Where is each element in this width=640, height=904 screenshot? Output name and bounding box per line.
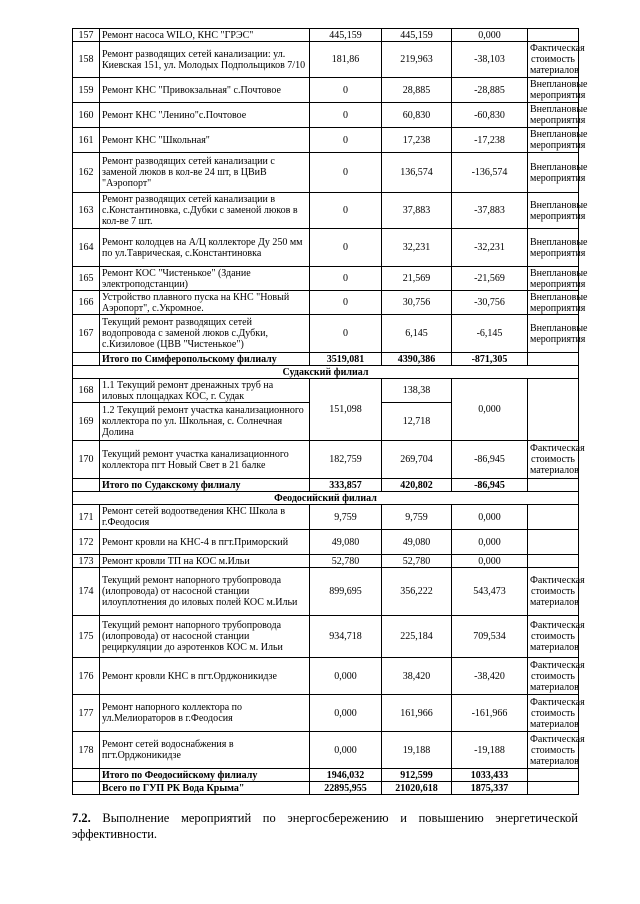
table-row bbox=[73, 555, 579, 568]
row-number: 172 bbox=[73, 530, 100, 555]
table-row bbox=[73, 530, 579, 555]
total-row bbox=[73, 353, 579, 366]
row-number: 165 bbox=[73, 267, 100, 291]
actual-total: 4390,386 bbox=[382, 353, 452, 366]
actual-cost: 28,885 bbox=[382, 78, 452, 103]
total-row bbox=[73, 782, 579, 795]
deviation: -38,103 bbox=[452, 42, 528, 78]
planned-cost: 49,080 bbox=[310, 530, 382, 555]
deviation-total: 1033,433 bbox=[452, 769, 528, 782]
planned-cost: 0,000 bbox=[310, 732, 382, 769]
note: Внеплановые мероприятия bbox=[528, 267, 579, 291]
row-number: 175 bbox=[73, 616, 100, 658]
total-row bbox=[73, 479, 579, 492]
row-number: 177 bbox=[73, 695, 100, 732]
planned-cost: 0 bbox=[310, 315, 382, 353]
actual-cost: 161,966 bbox=[382, 695, 452, 732]
work-description: Ремонт кровли ТП на КОС м.Ильи bbox=[100, 555, 310, 568]
note bbox=[528, 29, 579, 42]
planned-total: 22895,955 bbox=[310, 782, 382, 795]
actual-cost: 225,184 bbox=[382, 616, 452, 658]
total-label: Всего по ГУП РК Вода Крыма" bbox=[100, 782, 310, 795]
note bbox=[528, 505, 579, 530]
row-number: 168 bbox=[73, 379, 100, 403]
work-description: Ремонт колодцев на А/Ц коллекторе Ду 250 мм по ул.Таврическая, с.Константиновка bbox=[100, 229, 310, 267]
row-number: 157 bbox=[73, 29, 100, 42]
deviation: -6,145 bbox=[452, 315, 528, 353]
actual-total: 420,802 bbox=[382, 479, 452, 492]
note bbox=[528, 782, 579, 795]
deviation: -28,885 bbox=[452, 78, 528, 103]
total-row bbox=[73, 769, 579, 782]
row-number: 161 bbox=[73, 128, 100, 153]
table-row bbox=[73, 128, 579, 153]
work-description: Текущий ремонт напорного трубопровода (илопровода) от насосной станции илоуплотнения до иловых полей КОС м.Ильи bbox=[100, 568, 310, 616]
deviation: 0,000 bbox=[452, 379, 528, 441]
actual-cost: 445,159 bbox=[382, 29, 452, 42]
planned-cost: 181,86 bbox=[310, 42, 382, 78]
planned-cost: 0 bbox=[310, 153, 382, 193]
deviation-total: -871,305 bbox=[452, 353, 528, 366]
note: Фактическая стоимость материалов bbox=[528, 695, 579, 732]
table-row bbox=[73, 658, 579, 695]
actual-cost: 30,756 bbox=[382, 291, 452, 315]
work-description: Ремонт КНС "Привокзальная" с.Почтовое bbox=[100, 78, 310, 103]
row-number: 162 bbox=[73, 153, 100, 193]
actual-cost: 269,704 bbox=[382, 441, 452, 479]
planned-cost: 445,159 bbox=[310, 29, 382, 42]
actual-cost: 9,759 bbox=[382, 505, 452, 530]
deviation: -136,574 bbox=[452, 153, 528, 193]
work-description: Ремонт КНС "Школьная" bbox=[100, 128, 310, 153]
note bbox=[528, 379, 579, 441]
table-row bbox=[73, 42, 579, 78]
work-description: Ремонт насоса WILO, КНС "ГРЭС" bbox=[100, 29, 310, 42]
total-label: Итого по Симферопольскому филиалу bbox=[100, 353, 310, 366]
actual-cost: 38,420 bbox=[382, 658, 452, 695]
table-row bbox=[73, 695, 579, 732]
work-description: Ремонт кровли на КНС-4 в пгт.Приморский bbox=[100, 530, 310, 555]
row-number: 169 bbox=[73, 403, 100, 441]
note: Фактическая стоимость материалов bbox=[528, 658, 579, 695]
table-row bbox=[73, 267, 579, 291]
note: Внеплановые мероприятия bbox=[528, 315, 579, 353]
planned-cost: 0 bbox=[310, 229, 382, 267]
note: Фактическая стоимость материалов bbox=[528, 732, 579, 769]
table-row bbox=[73, 193, 579, 229]
work-description: Ремонт разводящих сетей канализации в с.Константиновка, с.Дубки с заменой люков в кол-ве 7 шт. bbox=[100, 193, 310, 229]
deviation: -21,569 bbox=[452, 267, 528, 291]
planned-cost: 0 bbox=[310, 193, 382, 229]
actual-cost: 136,574 bbox=[382, 153, 452, 193]
deviation: -30,756 bbox=[452, 291, 528, 315]
work-description: Ремонт разводящих сетей канализации: ул. Киевская 151, ул. Молодых Подпольщиков 7/10 bbox=[100, 42, 310, 78]
planned-cost: 0 bbox=[310, 78, 382, 103]
table-row bbox=[73, 229, 579, 267]
row-number: 170 bbox=[73, 441, 100, 479]
note: Фактическая стоимость материалов bbox=[528, 441, 579, 479]
table-row bbox=[73, 732, 579, 769]
row-number bbox=[73, 782, 100, 795]
actual-cost: 219,963 bbox=[382, 42, 452, 78]
row-number: 158 bbox=[73, 42, 100, 78]
deviation: -60,830 bbox=[452, 103, 528, 128]
note: Фактическая стоимость материалов bbox=[528, 616, 579, 658]
deviation: -19,188 bbox=[452, 732, 528, 769]
work-description: Устройство плавного пуска на КНС "Новый Аэропорт", с.Укромное. bbox=[100, 291, 310, 315]
planned-cost: 9,759 bbox=[310, 505, 382, 530]
planned-total: 3519,081 bbox=[310, 353, 382, 366]
deviation-total: -86,945 bbox=[452, 479, 528, 492]
row-number bbox=[73, 769, 100, 782]
table-row bbox=[73, 441, 579, 479]
row-number: 173 bbox=[73, 555, 100, 568]
planned-cost: 899,695 bbox=[310, 568, 382, 616]
row-number: 171 bbox=[73, 505, 100, 530]
table-row bbox=[73, 616, 579, 658]
work-description: Ремонт напорного коллектора по ул.Мелиораторов в г.Феодосия bbox=[100, 695, 310, 732]
row-number: 167 bbox=[73, 315, 100, 353]
planned-cost: 52,780 bbox=[310, 555, 382, 568]
deviation: 709,534 bbox=[452, 616, 528, 658]
work-description: Текущий ремонт участка канализационного коллектора пгт Новый Свет в 21 балке bbox=[100, 441, 310, 479]
planned-cost: 934,718 bbox=[310, 616, 382, 658]
table-row bbox=[73, 78, 579, 103]
planned-cost: 151,098 bbox=[310, 379, 382, 441]
deviation: -37,883 bbox=[452, 193, 528, 229]
deviation: 0,000 bbox=[452, 29, 528, 42]
work-description: Ремонт кровли КНС в пгт.Орджоникидзе bbox=[100, 658, 310, 695]
work-description: Текущий ремонт напорного трубопровода (илопровода) от насосной станции рециркуляции до аэротенков КОС м. Ильи bbox=[100, 616, 310, 658]
table-row bbox=[73, 315, 579, 353]
note: Внеплановые мероприятия bbox=[528, 103, 579, 128]
note: Внеплановые мероприятия bbox=[528, 291, 579, 315]
total-label: Итого по Феодосийскому филиалу bbox=[100, 769, 310, 782]
planned-total: 333,857 bbox=[310, 479, 382, 492]
section-header-row bbox=[73, 492, 579, 505]
row-number: 166 bbox=[73, 291, 100, 315]
actual-cost: 60,830 bbox=[382, 103, 452, 128]
table-row bbox=[73, 379, 579, 403]
deviation-total: 1875,337 bbox=[452, 782, 528, 795]
planned-cost: 0 bbox=[310, 291, 382, 315]
work-description: 1.2 Текущий ремонт участка канализационного коллектора по ул. Школьная, с. Солнечная Долина bbox=[100, 403, 310, 441]
actual-cost: 138,38 bbox=[382, 379, 452, 403]
actual-total: 912,599 bbox=[382, 769, 452, 782]
section-text: Выполнение мероприятий по энергосбережению и повышению энергетической эффективности. bbox=[72, 811, 578, 841]
actual-cost: 19,188 bbox=[382, 732, 452, 769]
note: Внеплановые мероприятия bbox=[528, 229, 579, 267]
deviation: -38,420 bbox=[452, 658, 528, 695]
row-number: 178 bbox=[73, 732, 100, 769]
actual-cost: 21,569 bbox=[382, 267, 452, 291]
note bbox=[528, 479, 579, 492]
deviation: -86,945 bbox=[452, 441, 528, 479]
note: Внеплановые мероприятия bbox=[528, 78, 579, 103]
table-row bbox=[73, 103, 579, 128]
note bbox=[528, 530, 579, 555]
actual-cost: 52,780 bbox=[382, 555, 452, 568]
note bbox=[528, 555, 579, 568]
planned-cost: 182,759 bbox=[310, 441, 382, 479]
note bbox=[528, 353, 579, 366]
actual-cost: 32,231 bbox=[382, 229, 452, 267]
deviation: 0,000 bbox=[452, 505, 528, 530]
row-number: 163 bbox=[73, 193, 100, 229]
row-number: 174 bbox=[73, 568, 100, 616]
planned-cost: 0 bbox=[310, 267, 382, 291]
section-title: Судакский филиал bbox=[73, 366, 579, 379]
row-number: 159 bbox=[73, 78, 100, 103]
planned-total: 1946,032 bbox=[310, 769, 382, 782]
deviation: -161,966 bbox=[452, 695, 528, 732]
work-description: Ремонт разводящих сетей канализации с заменой люков в кол-ве 24 шт, в ЦВиВ "Аэропорт" bbox=[100, 153, 310, 193]
actual-cost: 356,222 bbox=[382, 568, 452, 616]
note: Внеплановые мероприятия bbox=[528, 128, 579, 153]
row-number: 176 bbox=[73, 658, 100, 695]
note: Фактическая стоимость материалов bbox=[528, 568, 579, 616]
total-label: Итого по Судакскому филиалу bbox=[100, 479, 310, 492]
work-description: Текущий ремонт разводящих сетей водопровода с заменой люков с.Дубки, с.Кизиловое (ЦВВ "Чистенькое") bbox=[100, 315, 310, 353]
planned-cost: 0 bbox=[310, 103, 382, 128]
actual-cost: 17,238 bbox=[382, 128, 452, 153]
section-heading bbox=[72, 810, 578, 842]
table-row bbox=[73, 505, 579, 530]
work-description: Ремонт сетей водоотведения КНС Школа в г.Феодосия bbox=[100, 505, 310, 530]
actual-cost: 12,718 bbox=[382, 403, 452, 441]
note: Фактическая стоимость материалов bbox=[528, 42, 579, 78]
row-number: 164 bbox=[73, 229, 100, 267]
section-number: 7.2. bbox=[72, 811, 91, 825]
deviation: -17,238 bbox=[452, 128, 528, 153]
row-number bbox=[73, 479, 100, 492]
work-description: Ремонт КОС "Чистенькое" (Здание электроподстанции) bbox=[100, 267, 310, 291]
expenditure-table bbox=[72, 28, 588, 795]
planned-cost: 0,000 bbox=[310, 695, 382, 732]
note: Внеплановые мероприятия bbox=[528, 193, 579, 229]
actual-total: 21020,618 bbox=[382, 782, 452, 795]
note: Внеплановые мероприятия bbox=[528, 153, 579, 193]
planned-cost: 0,000 bbox=[310, 658, 382, 695]
work-description: Ремонт КНС "Ленино"с.Почтовое bbox=[100, 103, 310, 128]
note bbox=[528, 769, 579, 782]
deviation: -32,231 bbox=[452, 229, 528, 267]
actual-cost: 49,080 bbox=[382, 530, 452, 555]
section-header-row bbox=[73, 366, 579, 379]
actual-cost: 6,145 bbox=[382, 315, 452, 353]
table-row bbox=[73, 29, 579, 42]
section-title: Феодосийский филиал bbox=[73, 492, 579, 505]
deviation: 0,000 bbox=[452, 555, 528, 568]
deviation: 0,000 bbox=[452, 530, 528, 555]
table-row bbox=[73, 291, 579, 315]
deviation: 543,473 bbox=[452, 568, 528, 616]
work-description: 1.1 Текущий ремонт дренажных труб на иловых площадках КОС, г. Судак bbox=[100, 379, 310, 403]
work-description: Ремонт сетей водоснабжения в пгт.Орджоникидзе bbox=[100, 732, 310, 769]
table-row bbox=[73, 153, 579, 193]
row-number bbox=[73, 353, 100, 366]
row-number: 160 bbox=[73, 103, 100, 128]
planned-cost: 0 bbox=[310, 128, 382, 153]
table-row bbox=[73, 568, 579, 616]
actual-cost: 37,883 bbox=[382, 193, 452, 229]
